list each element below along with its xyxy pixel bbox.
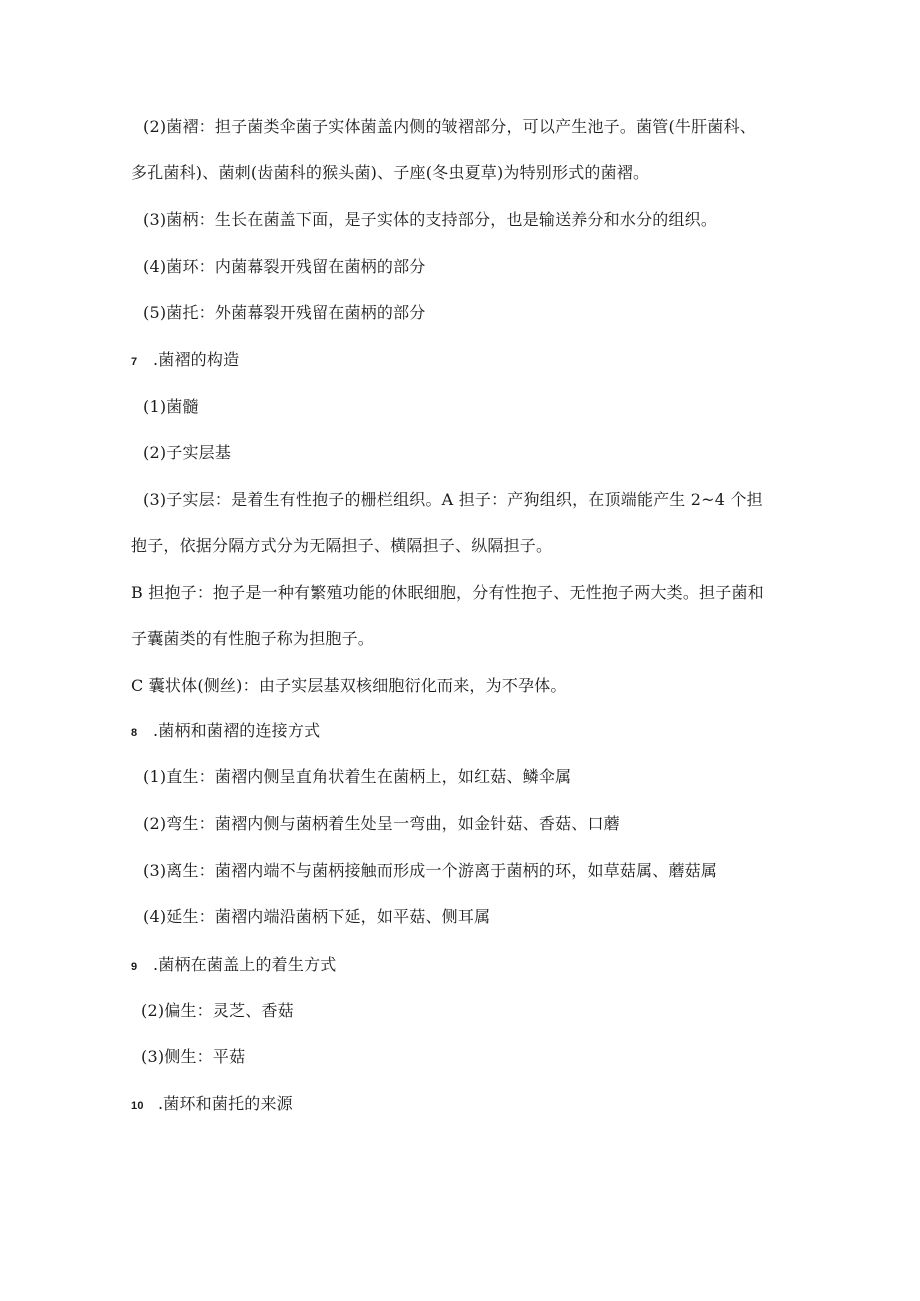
heading-9-number: 9 (131, 961, 138, 973)
heading-9 (131, 954, 801, 978)
paragraph-adnate: (1)直生：菌褶内侧呈直角状着生在菌柄上，如红菇、鳞伞属 (143, 767, 572, 786)
paragraph-subhymenium: (2)子实层基 (143, 443, 232, 462)
paragraph-lateral: (3)侧生：平菇 (141, 1047, 246, 1066)
paragraph-gills-line1: (2)菌褶：担子菌类伞菌子实体菌盖内侧的皱褶部分，可以产生池子。菌管(牛肝菌科、 (143, 117, 756, 136)
heading-8-text: .菌柄和菌褶的连接方式 (153, 721, 321, 740)
heading-10-text: .菌环和菌托的来源 (158, 1094, 293, 1113)
paragraph-free: (3)离生：菌褶内端不与菌柄接触而形成一个游离于菌柄的环，如草菇属、蘑菇属 (143, 861, 718, 880)
heading-9-text: .菌柄在菌盖上的着生方式 (153, 955, 337, 974)
heading-10-number: 10 (131, 1100, 144, 1112)
paragraph-hymenium-line2: 抱子，依据分隔方式分为无隔担子、横隔担子、纵隔担子。 (131, 536, 553, 555)
paragraph-stipe: (3)菌柄：生长在菌盖下面，是子实体的支持部分，也是输送养分和水分的组织。 (143, 210, 718, 229)
paragraph-eccentric: (2)偏生：灵芝、香菇 (141, 1001, 294, 1020)
heading-10 (131, 1093, 801, 1117)
paragraph-sinuate: (2)弯生：菌褶内侧与菌柄着生处呈一弯曲，如金针菇、香菇、口蘑 (143, 814, 620, 833)
paragraph-decurrent: (4)延生：菌褶内端沿菌柄下延，如平菇、侧耳属 (143, 907, 491, 926)
heading-7-number: 7 (131, 356, 138, 368)
paragraph-volva: (5)菌托：外菌幕裂开残留在菌柄的部分 (143, 303, 426, 322)
paragraph-hymenium-line1: (3)子实层：是着生有性抱子的栅栏组织。A 担子：产狗组织，在顶端能产生 2~4 个担 (143, 490, 763, 509)
paragraph-gills-line2: 多孔菌科)、菌刺(齿菌科的猴头菌)、子座(冬虫夏草)为特别形式的菌褶。 (131, 163, 650, 182)
heading-8 (131, 720, 801, 744)
paragraph-basidiospore-line1: B 担抱子：抱子是一种有繁殖功能的休眠细胞，分有性抱子、无性抱子两大类。担子菌和 (131, 583, 764, 602)
heading-8-number: 8 (131, 727, 138, 739)
paragraph-basidiospore-line2: 子囊菌类的有性胞子称为担胞子。 (131, 629, 375, 648)
paragraph-trama: (1)菌髓 (143, 397, 199, 416)
heading-7 (131, 349, 801, 373)
paragraph-annulus: (4)菌环：内菌幕裂开残留在菌柄的部分 (143, 257, 426, 276)
paragraph-cystidia: C 囊状体(侧丝)：由子实层基双核细胞衍化而来，为不孕体。 (131, 676, 567, 695)
heading-7-text: .菌褶的构造 (153, 350, 240, 369)
